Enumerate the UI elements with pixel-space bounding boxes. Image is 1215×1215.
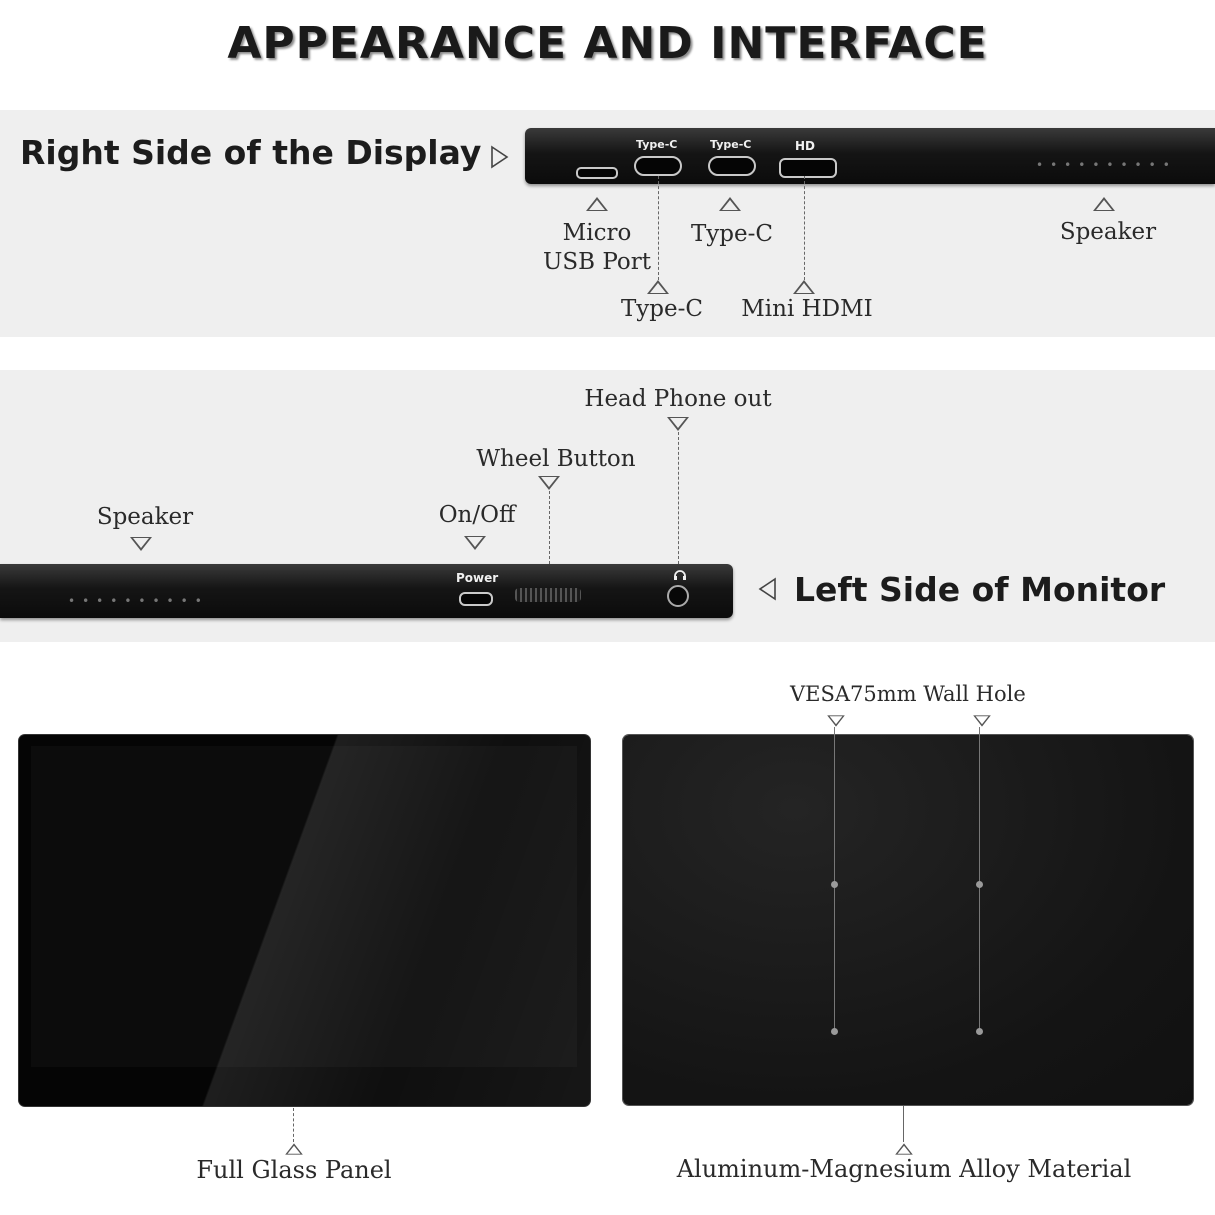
micro-usb-label: Micro [562,220,632,246]
power-button [459,592,493,606]
glass-reflection [19,735,590,1106]
pointer-arrow-icon [1093,197,1115,211]
hd-mark: HD [795,139,816,153]
speaker-grille: •••••••••• [1036,158,1177,172]
page-title: APPEARANCE AND INTERFACE [227,18,988,69]
pointer-arrow-icon [130,537,152,551]
pointer-arrow-icon [719,197,741,211]
vesa-hole [831,1028,838,1035]
left-side-device [0,564,733,618]
pointer-arrow-icon [285,1143,303,1154]
pointer-arrow-icon [647,280,669,294]
wheel-button [515,588,581,602]
micro-usb-port [576,167,618,179]
micro-usb-label: USB Port [543,249,651,275]
leader-line [549,491,550,564]
pointer-arrow-icon [793,280,815,294]
headphone-jack [667,585,689,607]
headphone-label: Head Phone out [584,386,772,412]
alloy-material-label: Aluminum-Magnesium Alloy Material [676,1155,1132,1183]
leader-line [979,727,980,1033]
on-off-label: On/Off [438,502,516,528]
speaker-grille: •••••••••• [68,594,209,608]
leader-line [678,432,679,564]
vesa-hole [976,1028,983,1035]
arrow-left-icon [758,577,778,601]
glass-panel-label: Full Glass Panel [196,1156,392,1184]
front-glass-panel [19,735,590,1106]
type-c-mark: Type-C [710,138,752,151]
mini-hdmi-label: Mini HDMI [741,296,873,322]
mini-hdmi-port [779,158,837,178]
pointer-arrow-icon [667,417,689,431]
leader-line [903,1106,904,1142]
pointer-arrow-icon [973,715,991,726]
vesa-label: VESA75mm Wall Hole [790,682,1026,706]
arrow-right-icon [490,145,510,169]
type-c-mark: Type-C [636,138,678,151]
type-c-label: Type-C [620,296,704,322]
right-side-device [525,128,1215,184]
vesa-hole [831,881,838,888]
speaker-label: Speaker [96,504,194,530]
pointer-arrow-icon [538,476,560,490]
headphone-icon [673,569,687,581]
pointer-arrow-icon [827,715,845,726]
pointer-arrow-icon [464,536,486,550]
pointer-arrow-icon [586,197,608,211]
type-c-port [634,156,682,176]
pointer-arrow-icon [895,1143,913,1154]
right-side-heading: Right Side of the Display [20,133,482,172]
leader-line [293,1108,294,1142]
type-c-port [708,156,756,176]
type-c-label: Type-C [690,221,774,247]
leader-line [658,176,659,280]
power-mark: Power [456,571,499,585]
speaker-label: Speaker [1059,219,1157,245]
back-alloy-panel [623,735,1193,1105]
vesa-hole [976,881,983,888]
wheel-button-label: Wheel Button [476,446,636,472]
left-side-heading: Left Side of Monitor [794,570,1166,609]
leader-line [834,727,835,1033]
leader-line [804,176,805,280]
